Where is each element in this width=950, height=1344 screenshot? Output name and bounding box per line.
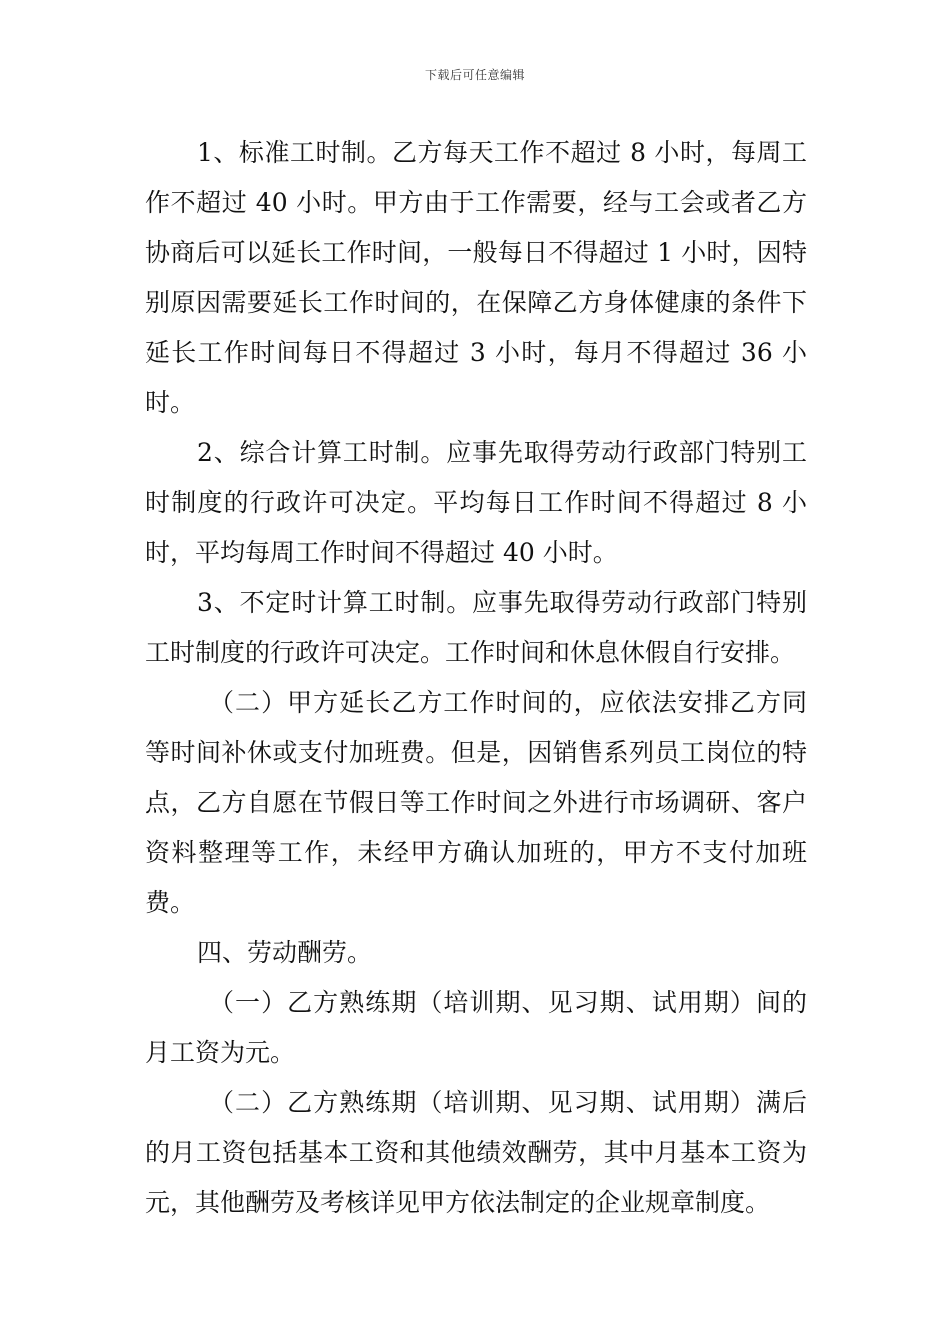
paragraph-probation-salary: （一）乙方熟练期（培训期、见习期、试用期）间的月工资为元。 bbox=[145, 988, 807, 1067]
section-heading-remuneration: 四、劳动酬劳。 bbox=[197, 938, 373, 967]
paragraph-comprehensive-hours: 2、综合计算工时制。应事先取得劳动行政部门特别工时制度的行政许可决定。平均每日工作时间不得超过 8 小时，平均每周工作时间不得超过 40 小时。 bbox=[145, 438, 807, 567]
paragraph-overtime: （二）甲方延长乙方工作时间的，应依法安排乙方同等时间补休或支付加班费。但是，因销售系列员工岗位的特点，乙方自愿在节假日等工作时间之外进行市场调研、客户资料整理等工作，未经甲方确认加班的，甲方不支付加班费。 bbox=[145, 688, 807, 917]
paragraph-flexible-hours: 3、不定时计算工时制。应事先取得劳动行政部门特别工时制度的行政许可决定。工作时间和休息休假自行安排。 bbox=[145, 588, 807, 667]
document-body bbox=[145, 128, 807, 1228]
paragraph-standard-hours: 1、标准工时制。乙方每天工作不超过 8 小时，每周工作不超过 40 小时。甲方由于工作需要，经与工会或者乙方协商后可以延长工作时间，一般每日不得超过 1 小时，因特别原因需要延长工作时间的，在保障乙方身体健康的条件下延长工作时间每日不得超过 3 小时，每月不得超过 36 小时。 bbox=[145, 138, 807, 417]
paragraph-regular-salary: （二）乙方熟练期（培训期、见习期、试用期）满后的月工资包括基本工资和其他绩效酬劳，其中月基本工资为元，其他酬劳及考核详见甲方依法制定的企业规章制度。 bbox=[145, 1088, 807, 1217]
page-header-note: 下载后可任意编辑 bbox=[424, 68, 525, 82]
